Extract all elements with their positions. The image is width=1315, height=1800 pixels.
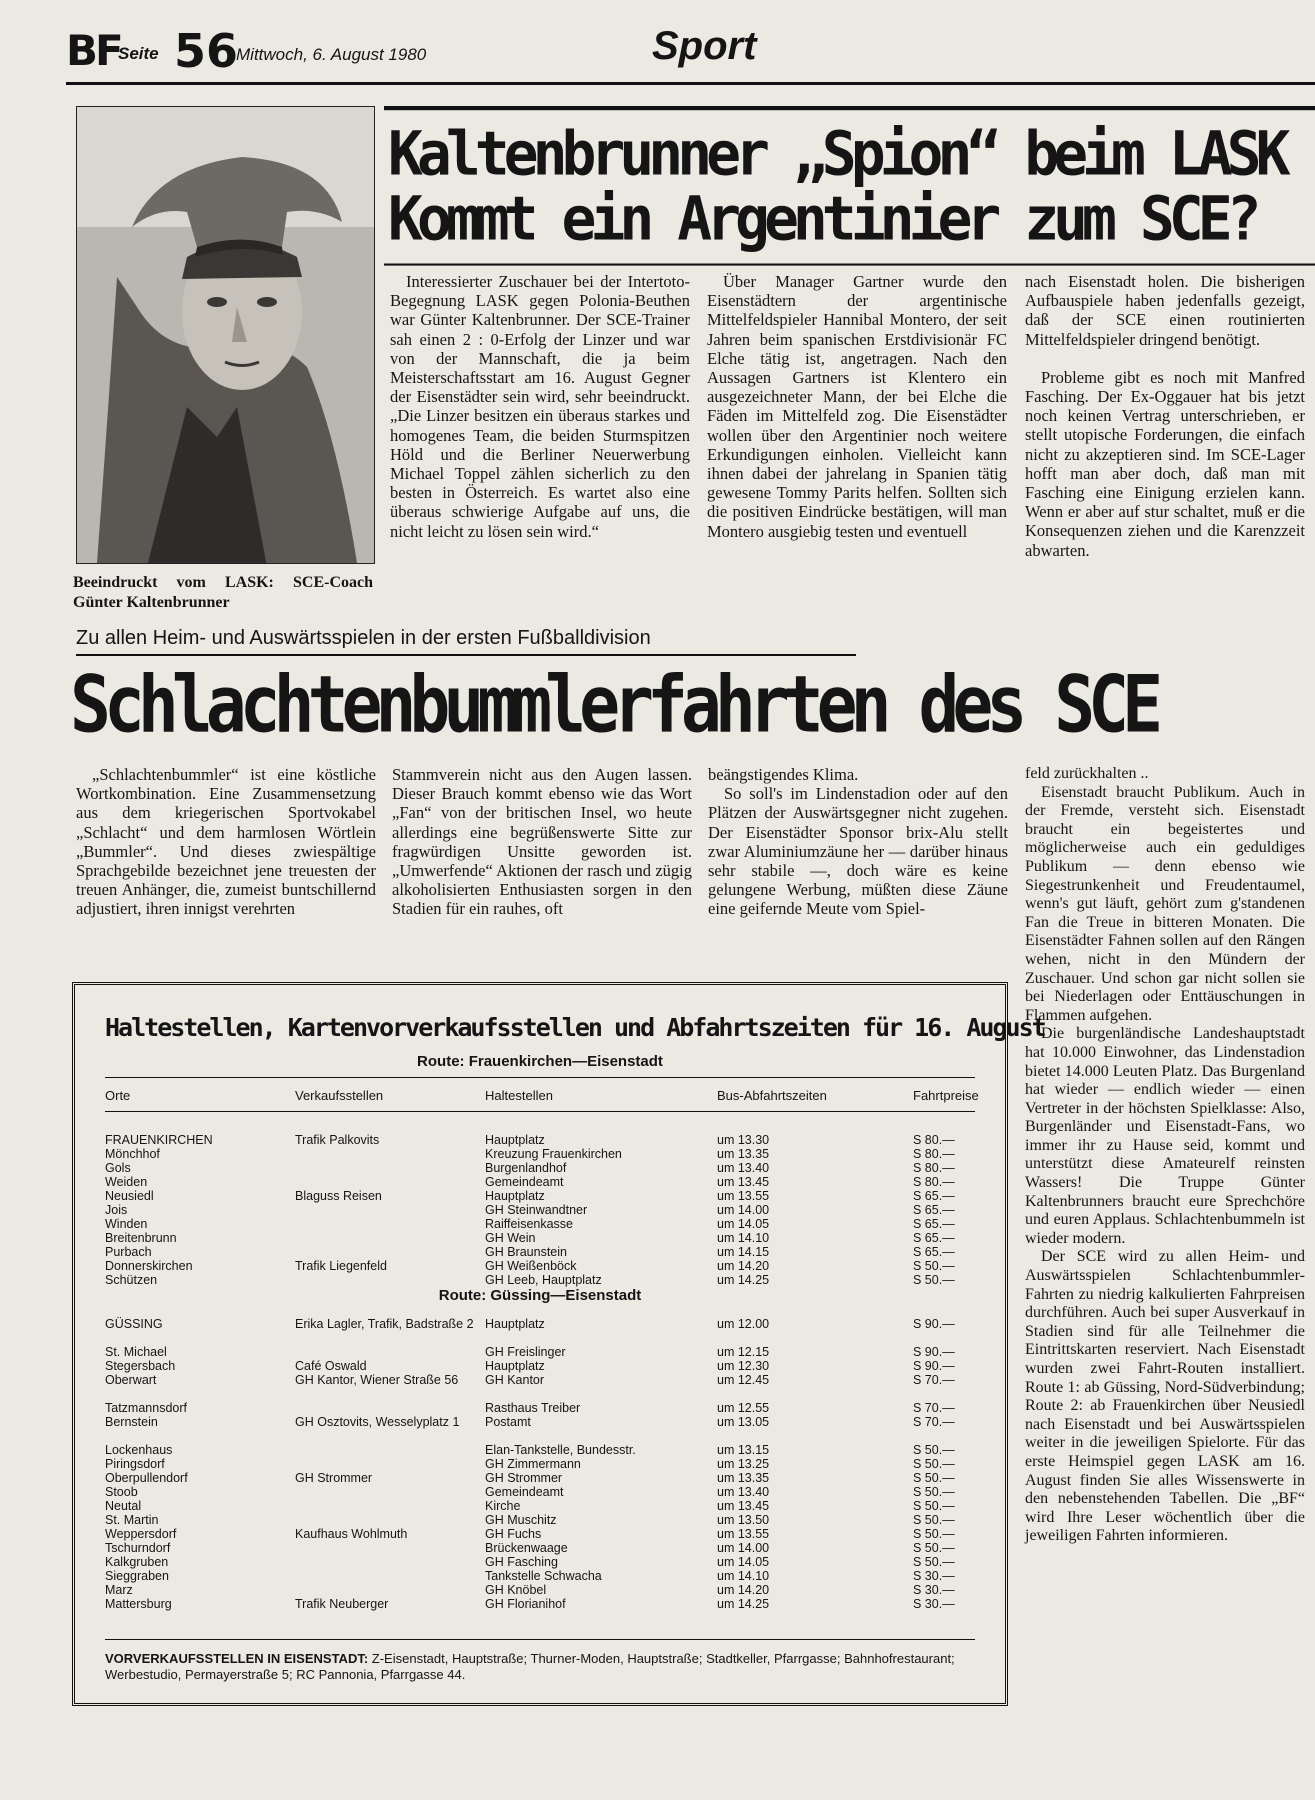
row-place: Gols [105,1161,131,1175]
row-sales-point: Trafik Liegenfeld [295,1259,387,1273]
article2-column-1 [76,765,376,919]
photo-coach [76,106,375,564]
row-stop: GH Kantor [485,1373,545,1387]
presale-label: VORVERKAUFSSTELLEN IN EISENSTADT: [105,1651,369,1666]
row-stop: Hauptplatz [485,1189,545,1203]
row-departure: um 13.25 [717,1457,770,1471]
route-1-title: Route: Frauenkirchen—Eisenstadt [417,1053,663,1070]
row-stop: Kreuzung Frauenkirchen [485,1147,622,1161]
row-stop: Gemeindeamt [485,1175,564,1189]
row-stop: Brückenwaage [485,1541,568,1555]
row-place: Stoob [105,1485,138,1499]
row-place: Donnerskirchen [105,1259,193,1273]
row-departure: um 13.15 [717,1443,770,1457]
article2-kicker: Zu allen Heim- und Auswärtsspielen in der ersten Fußballdivision [76,627,856,656]
row-departure: um 13.55 [717,1527,770,1541]
article2-column-2 [392,765,692,919]
table-row [105,1189,975,1203]
row-stop: GH Braunstein [485,1245,567,1259]
row-departure: um 14.00 [717,1541,770,1555]
row-place: Schützen [105,1273,158,1287]
article-paragraph: Probleme gibt es noch mit Manfred Fasching. Der Ex-Oggauer hat bis jetzt noch keinen Vertrag unterschrieben, er stellt utopische Forderungen, die einfach nicht zu akzeptieren sind. Im SCE-Lager hofft man aber doch, daß man mit Fasching eine Einigung erzielen kann. Wenn er aber auf stur schaltet, muß er die Konsequenzen ziehen und die Karenzzeit abwarten. [1025,367,1305,560]
table-row [105,1317,975,1345]
row-fare: S 65.— [913,1231,955,1245]
row-stop: Tankstelle Schwacha [485,1569,602,1583]
article-paragraph: nach Eisenstadt holen. Die bisherigen Aufbauspiele haben jedenfalls gezeigt, daß der SCE einen routinierten Mittelfeldspieler dringend benötigt. [1025,272,1305,349]
portrait-image [77,107,374,563]
row-fare: S 50.— [913,1259,955,1273]
table-row [105,1471,975,1485]
table-row [105,1161,975,1175]
row-place: Marz [105,1583,133,1597]
row-place: St. Michael [105,1345,167,1359]
divider [105,1077,975,1078]
table-row [105,1499,975,1513]
table-row [105,1541,975,1555]
table-row [105,1583,975,1597]
route-2-title: Route: Güssing—Eisenstadt [438,1287,642,1304]
row-departure: um 14.05 [717,1217,770,1231]
issue-date: Mittwoch, 6. August 1980 [236,45,427,64]
col-header-verkaufsstellen: Verkaufsstellen [295,1088,384,1103]
article1-headline [384,106,1315,266]
row-departure: um 12.30 [717,1359,770,1373]
row-stop: GH Steinwandtner [485,1203,588,1217]
table-header-row [105,1088,979,1103]
newspaper-logo: BF [66,26,121,75]
row-departure: um 14.25 [717,1273,770,1287]
row-departure: um 14.20 [717,1259,770,1273]
row-fare: S 30.— [913,1583,955,1597]
row-fare: S 70.— [913,1373,955,1387]
article-paragraph: „Schlachtenbummler“ ist eine köstliche Wortkombination. Eine Zusammensetzung aus dem kriegerischen Sportvokabel „Schlacht“ und dem harmlosen Wörtlein „Bummler“. Und dieses zwiespältige Sprachgebilde bezeichnet jene treuesten der treuen Anhänger, die, zumeist buntschillernd adjustiert, ihren innigst verehrten [76,765,376,919]
row-place: GÜSSING [105,1317,163,1331]
article1-column-2 [707,272,1007,541]
row-place: Jois [105,1203,128,1217]
row-sales-point: Blaguss Reisen [295,1189,382,1203]
article2-column-4 [1025,765,1305,1546]
row-fare: S 50.— [913,1541,955,1555]
row-departure: um 13.45 [717,1499,770,1513]
row-fare: S 50.— [913,1273,955,1287]
row-fare: S 90.— [913,1317,955,1331]
row-departure: um 14.00 [717,1203,770,1217]
row-departure: um 13.50 [717,1513,770,1527]
row-fare: S 80.— [913,1133,955,1147]
table-row [105,1457,975,1471]
article-paragraph: Die burgenländische Landeshauptstadt hat 10.000 Einwohner, das Lindenstadion bietet 14.000 Leuten Platz. Das Burgenland hat wieder — endlich wieder — einen Vertreter in der höchsten Spielklasse: Also, Burgenländer und Eisenstadt-Fans, wo immer ihr zu Hause seid, kommt und unterstützt diese Amateurelf reinsten Wassers! Die Truppe Günter Kaltenbrunners braucht eure Sprechchöre und euren Applaus. Schlachtenbummeln ist wieder modern. [1025,1025,1305,1247]
row-place: Kalkgruben [105,1555,169,1569]
row-fare: S 50.— [913,1513,955,1527]
divider [105,1111,975,1112]
row-place: Mattersburg [105,1597,172,1611]
row-fare: S 80.— [913,1161,955,1175]
row-stop: Elan-Tankstelle, Bundesstr. [485,1443,636,1457]
article-paragraph: Stammverein nicht aus den Augen lassen. Dieser Brauch kommt ebenso wie das Wort „Fan“ von der britischen Insel, wo heute allerdings eine begrüßenswerte Sitte zur fragwürdigen Unsitte geworden ist. „Umwerfende“ Aktionen der rasch und zügig alkoholisierten Enthusiasten sorgen in den Stadien für ein rauhes, oft [392,765,692,919]
row-sales-point: GH Osztovits, Wesselyplatz 1 [295,1415,460,1429]
row-stop: GH Muschitz [485,1513,557,1527]
presale-locations [105,1651,975,1683]
row-sales-point: Trafik Neuberger [295,1597,389,1611]
col-header-haltestellen: Haltestellen [485,1088,553,1103]
table-row [105,1273,975,1287]
row-stop: Burgenlandhof [485,1161,567,1175]
row-place: Weiden [105,1175,148,1189]
row-fare: S 50.— [913,1499,955,1513]
article-paragraph: Interessierter Zuschauer bei der Intertoto-Begegnung LASK gegen Polonia-Beuthen war Günter Kaltenbrunner. Der SCE-Trainer sah einen 2 : 0-Erfolg der Linzer und war von der Mannschaft, die ja beim Meisterschaftsstart am 16. August Gegner der Eisenstädter sein wird, sehr beeindruckt. „Die Linzer besitzen ein überaus starkes und homogenes Team, die beiden Sturmspitzen Höld und die Berliner Neuerwerbung Michael Toppel zählen sicherlich zu den besten in Österreich. Es wartet also eine überaus schwierige Aufgabe auf uns, die nicht leicht zu lösen sein wird.“ [390,272,690,541]
row-place: Purbach [105,1245,152,1259]
row-departure: um 13.40 [717,1485,770,1499]
table-row [105,1259,975,1273]
article1-column-3 [1025,272,1305,560]
row-stop: Postamt [485,1415,531,1429]
table-row [105,1555,975,1569]
row-sales-point: Kaufhaus Wohlmuth [295,1527,408,1541]
row-fare: S 65.— [913,1189,955,1203]
table-row [105,1217,975,1231]
row-stop: GH Leeb, Hauptplatz [485,1273,602,1287]
row-place: Oberwart [105,1373,157,1387]
table-row [105,1401,975,1415]
row-stop: Kirche [485,1499,521,1513]
article2-headline: Schlachtenbummlerfahrten des SCE [70,660,1157,751]
row-sales-point: Trafik Palkovits [295,1133,380,1147]
row-stop: GH Zimmermann [485,1457,581,1471]
article-paragraph: Über Manager Gartner wurde den Eisenstädtern der argentinische Mittelfeldspieler Hannibal Montero, der seit Jahren beim spanischen Erstdivisionär FC Elche tätig ist, angetragen. Nach den Aussagen Gartners ist Klentero ein ausgezeichneter Mann, der bei Elche die Fäden im Mittelfeld zog. Die Eisenstädter wollen über den Argentinier noch weitere Erkundigungen einholen. Vielleicht kann ihnen dabei der jahrelang in Spanien tätig gewesene Tommy Parits helfen. Sollten sich die positiven Eindrücke bestätigen, will man Montero ausgiebig testen und eventuell [707,272,1007,541]
row-stop: GH Weißenböck [485,1259,577,1273]
col-header-fahrtpreise: Fahrtpreise [913,1088,979,1103]
table-row [105,1345,975,1359]
timetable-rows [105,1133,975,1611]
row-fare: S 90.— [913,1345,955,1359]
row-place: Sieggraben [105,1569,169,1583]
page-header [66,18,1315,85]
row-place: FRAUENKIRCHEN [105,1133,213,1147]
row-departure: um 12.55 [717,1401,770,1415]
table-row [105,1359,975,1373]
headline-line-1: Kaltenbrunner „Spion“ beim LASK [388,117,1285,189]
row-departure: um 13.05 [717,1415,770,1429]
row-departure: um 14.10 [717,1231,770,1245]
row-departure: um 14.10 [717,1569,770,1583]
row-departure: um 13.30 [717,1133,770,1147]
row-stop: GH Fasching [485,1555,558,1569]
row-departure: um 14.15 [717,1245,770,1259]
headline-line-2: Kommt ein Argentinier zum SCE? [388,182,1256,255]
row-departure: um 12.45 [717,1373,770,1387]
table-row [105,1569,975,1583]
page-number: 56 [174,24,239,78]
row-fare: S 80.— [913,1175,955,1189]
row-stop: GH Freislinger [485,1345,566,1359]
table-row [105,1231,975,1245]
row-place: Winden [105,1217,148,1231]
row-place: Stegersbach [105,1359,176,1373]
row-departure: um 14.20 [717,1583,770,1597]
divider [105,1639,975,1640]
row-place: Mönchhof [105,1147,160,1161]
row-fare: S 30.— [913,1597,955,1611]
row-place: Oberpullendorf [105,1471,188,1485]
row-fare: S 50.— [913,1527,955,1541]
row-place: Weppersdorf [105,1527,177,1541]
row-stop: Gemeindeamt [485,1485,564,1499]
table-row [105,1203,975,1217]
row-place: Tschurndorf [105,1541,171,1555]
table-row [105,1373,975,1401]
row-fare: S 50.— [913,1443,955,1457]
table-row [105,1527,975,1541]
row-fare: S 70.— [913,1415,955,1429]
row-fare: S 50.— [913,1457,955,1471]
row-stop: GH Knöbel [485,1583,547,1597]
row-place: Tatzmannsdorf [105,1401,187,1415]
table-row [105,1485,975,1499]
row-fare: S 30.— [913,1569,955,1583]
table-row [105,1513,975,1527]
article-paragraph: beängstigendes Klima. [708,765,859,784]
row-place: St. Martin [105,1513,159,1527]
row-fare: S 80.— [913,1147,955,1161]
row-stop: GH Wein [485,1231,536,1245]
article-paragraph: Der SCE wird zu allen Heim- und Auswärtsspielen Schlachtenbummler-Fahrten zu niedrig kalkulierten Fahrpreisen durchführen. Auch bei super Ausverkauf in Stadien sind für alle Teilnehmer die Eintrittskarten reserviert. Nach Eisenstadt wurden zwei Fahrt-Routen installiert. Route 1: ab Güssing, Nord-Südverbindung; Route 2: ab Frauenkirchen über Neusiedl nach Eisenstadt und bei Auswärtsspielen weiter in die jeweiligen Spielorte. Für das erste Heimspiel gegen LASK am 16. August finden Sie alles Wissenswerte in den nebenstehenden Tabellen. Die „BF“ wird Ihre Leser wöchentlich über die jeweiligen Fahrten informieren. [1025,1248,1305,1545]
table-row [105,1443,975,1457]
row-fare: S 65.— [913,1245,955,1259]
row-departure: um 13.45 [717,1175,770,1189]
table-row [105,1415,975,1443]
row-stop: GH Strommer [485,1471,563,1485]
row-departure: um 13.35 [717,1471,770,1485]
row-departure: um 14.05 [717,1555,770,1569]
article-paragraph: Eisenstadt braucht Publikum. Auch in der Fremde, versteht sich. Eisenstadt braucht ein begeistertes und möglicherweise auch ein geduldiges Publikum — denn ebenso wie Siegestrunkenheit und Freudentaumel, wenn's gut läuft, gehört zum g'standenen Fan die Treue in bitteren Monaten. Die Eisenstädter Fahnen sollen auf den Rängen wehen, nicht in den Mündern der Zuschauer. Und schon gar nicht sollen sie bei Niederlagen oder Enttäuschungen in Flammen aufgehen. [1025,783,1305,1024]
row-departure: um 13.35 [717,1147,770,1161]
row-fare: S 65.— [913,1203,955,1217]
col-header-orte: Orte [105,1088,131,1103]
row-departure: um 12.15 [717,1345,770,1359]
row-departure: um 12.00 [717,1317,770,1331]
row-departure: um 14.25 [717,1597,770,1611]
section-title: Sport [652,24,757,68]
row-departure: um 13.55 [717,1189,770,1203]
row-sales-point: Erika Lagler, Trafik, Badstraße 2 [295,1317,474,1331]
article-paragraph: So soll's im Lindenstadion oder auf den Plätzen der Auswärtsgegner nicht zugehen. Der Eisenstädter Sponsor brix-Alu stellt zwar Aluminiumzäune her — darüber hinaus sehr stabile —, doch wäre es keine gelungene Werbung, müßten diese Zäune eine geifernde Meute vom Spiel- [708,784,1008,919]
article2-column-3 [708,765,1008,919]
timetable-box [72,982,1045,1706]
row-stop: GH Florianihof [485,1597,566,1611]
col-header-abfahrtszeiten: Bus-Abfahrtszeiten [717,1088,827,1103]
table-row [105,1175,975,1189]
row-sales-point: Café Oswald [295,1359,367,1373]
row-place: Breitenbrunn [105,1231,177,1245]
table-row [105,1245,975,1259]
row-place: Neusiedl [105,1189,154,1203]
row-fare: S 90.— [913,1359,955,1373]
page-label: Seite [118,44,159,63]
article1-column-1 [390,272,690,541]
row-place: Bernstein [105,1415,158,1429]
row-sales-point: GH Kantor, Wiener Straße 56 [295,1373,459,1387]
row-stop: GH Fuchs [485,1527,542,1541]
row-stop: Raiffeisenkasse [485,1217,574,1231]
row-fare: S 50.— [913,1471,955,1485]
row-fare: S 65.— [913,1217,955,1231]
row-stop: Hauptplatz [485,1317,545,1331]
row-stop: Rasthaus Treiber [485,1401,581,1415]
row-stop: Hauptplatz [485,1359,545,1373]
table-row [105,1597,975,1611]
table-row [105,1147,975,1161]
article-paragraph: feld zurückhalten .. [1025,765,1149,782]
row-place: Piringsdorf [105,1457,165,1471]
presale-text: Z-Eisenstadt, Hauptstraße; Thurner-Moden, Hauptstraße; Stadtkeller, Pfarrgasse; Bahnhofrestaurant; Werbestudio, Permayerstraße 5; RC Pannonia, Pfarrgasse 44. [105,1651,955,1682]
row-fare: S 50.— [913,1555,955,1569]
row-fare: S 50.— [913,1485,955,1499]
row-place: Neutal [105,1499,142,1513]
row-stop: Hauptplatz [485,1133,545,1147]
row-departure: um 13.40 [717,1161,770,1175]
photo-caption: Beeindruckt vom LASK: SCE-Coach Günter Kaltenbrunner [73,574,373,611]
row-fare: S 70.— [913,1401,955,1415]
row-place: Lockenhaus [105,1443,173,1457]
row-sales-point: GH Strommer [295,1471,373,1485]
timetable-title: Haltestellen, Kartenvorverkaufsstellen und Abfahrtszeiten für 16. August [105,1013,1045,1042]
table-row [105,1133,975,1147]
